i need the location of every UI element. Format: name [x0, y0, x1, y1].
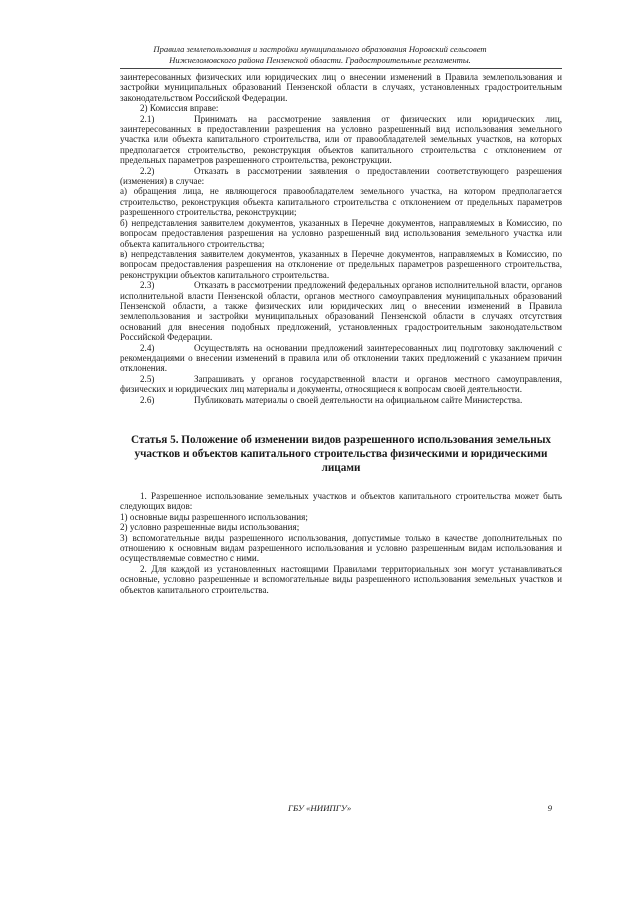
paragraph: 2. Для каждой из установленных настоящими Правилами территориальных зон могут устанавливаться основные, условно разрешенные и вспомогательные виды разрешенного использования земельных участков и объектов капитального строительства. — [120, 563, 562, 595]
item-number: 2.6) — [140, 394, 155, 405]
running-header — [118, 44, 522, 66]
numbered-paragraph — [120, 395, 562, 405]
item-text: Публиковать материалы о своей деятельности на официальном сайте Министерства. — [194, 394, 523, 405]
paragraph: 2) Комиссия вправе: — [140, 103, 219, 114]
item-text: Запрашивать у органов государственной власти и органов местного самоуправления, физических и юридических лиц материалы и документы, относящиеся к вопросам своей деятельности. — [120, 373, 562, 395]
numbered-paragraph — [120, 280, 562, 342]
header-line-1: Правила землепользования и застройки муниципального образования Норовский сельсовет — [153, 44, 487, 54]
item-text: Отказать в рассмотрении заявления о предоставлении соответствующего разрешения (изменения) в случае: — [120, 165, 562, 187]
item-number: 2.5) — [140, 373, 155, 384]
numbered-paragraph — [120, 374, 562, 395]
paragraph: б) непредставления заявителем документов, указанных в Перечне документов, направляемых в Комиссию, по вопросам предоставления разрешения на условно разрешенный вид использования земельного участка или объекта капитального строительства; — [120, 217, 562, 249]
numbered-paragraph — [120, 343, 562, 374]
paragraph: 1. Разрешенное использование земельных участков и объектов капитального строительства может быть следующих видов: — [120, 491, 562, 512]
document-body — [120, 72, 562, 595]
list-item: 2) условно разрешенные виды использования; — [120, 522, 300, 533]
paragraph: заинтересованных физических или юридических лиц о внесении изменений в Правила землепользования и застройки муниципальных образований Пензенской области в случаях, установленных градостроительным законодательством Российской Федерации. — [120, 72, 562, 103]
header-rule — [120, 68, 562, 69]
article-heading: Статья 5. Положение об изменении видов разрешенного использования земельных участков и объектов капитального строительства физическими и юридическими лицами — [130, 434, 552, 474]
page-number: 9 — [547, 803, 552, 813]
paragraph: а) обращения лица, не являющегося правообладателем земельного участка, на котором предполагается строительство, реконструкция объекта капитального строительства с отклонением от предельных параметров разрешенного строительства, реконструкции; — [120, 186, 562, 218]
item-text: Принимать на рассмотрение заявления от физических или юридических лиц, заинтересованных в предоставлении разрешения на условно разрешенный вид использования земельного участка или объекта капитального строительства, или от правообладателей земельных участков, на которых предполагается строительство, реконструкция объектов капитального строительства с отклонением от предельных параметров разрешенного строительства, реконструкции. — [120, 113, 562, 166]
item-number: 2.1) — [140, 113, 155, 124]
numbered-paragraph — [120, 166, 562, 187]
item-text: Отказать в рассмотрении предложений федеральных органов исполнительной власти, органов исполнительной власти Пензенской области, органов местного самоуправления муниципальных образований Пензенской области, а также физических или юридических лиц о внесении изменений в Правила землепользования и застройки муниципальных образований Пензенской области в случаях отсутствия оснований для внесения подобных предложений, установленных градостроительным законодательством Российской Федерации. — [120, 280, 562, 343]
item-number: 2.2) — [140, 165, 155, 176]
item-number: 2.3) — [140, 280, 155, 291]
header-line-2: Нижнеломовского района Пензенской области. Градостроительные регламенты. — [169, 55, 471, 65]
item-text: Осуществлять на основании предложений заинтересованных лиц подготовку заключений с рекомендациями о внесении изменений в правила или об отклонении таких предложений с указанием причин отклонения. — [120, 342, 562, 374]
list-item: 3) вспомогательные виды разрешенного использования, допустимые только в качестве дополнительных по отношению к основным видам разрешенного использования и условно разрешенным видам использования и осуществляемые совместно с ними. — [120, 532, 562, 564]
item-number: 2.4) — [140, 342, 155, 353]
numbered-paragraph — [120, 114, 562, 166]
footer-organization: ГБУ «НИИПГУ» — [288, 803, 352, 813]
list-item: 1) основные виды разрешенного использования; — [120, 511, 308, 522]
paragraph: в) непредставления заявителем документов, указанных в Перечне документов, направляемых в Комиссию, по вопросам предоставления разрешения на отклонение от предельных параметров разрешенного строительства, реконструкции объектов капитального строительства. — [120, 248, 562, 280]
